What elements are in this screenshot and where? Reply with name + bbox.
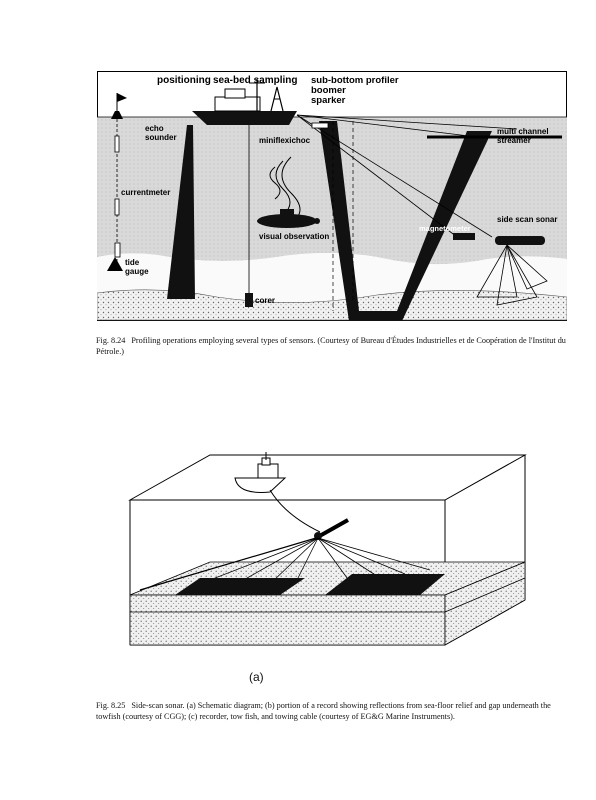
towfish bbox=[314, 520, 348, 540]
label-miniflexichoc: miniflexichoc bbox=[259, 136, 311, 145]
figure-8-25-caption bbox=[96, 701, 556, 722]
label-boomer: boomer bbox=[311, 85, 346, 96]
label-sea-bed-sampling: sea-bed sampling bbox=[213, 75, 298, 86]
label-sub-bottom-profiler: sub-bottom profiler bbox=[311, 75, 399, 86]
label-tide: tide bbox=[125, 258, 140, 267]
label-magnetometer: magnetometer bbox=[419, 224, 471, 233]
figure-8-24-caption-text: Profiling operations employing several types of sensors. (Courtesy of Bureau d'Études Industrielles et de Coopération de l'Institut du Pétrole.) bbox=[96, 336, 566, 356]
label-positioning: positioning bbox=[157, 75, 211, 86]
label-corer: corer bbox=[255, 296, 276, 305]
magnetometer-fish bbox=[453, 233, 475, 240]
sea-floor-block bbox=[130, 562, 525, 645]
label-echo: echo bbox=[145, 124, 164, 133]
label-streamer: streamer bbox=[497, 136, 531, 145]
figure-8-25-caption-text: Side-scan sonar. (a) Schematic diagram; (b) portion of a record showing reflections from sea-floor relief and gap underneath the towfish (courtesy of CGG); (c) recorder, tow fish, and towing cable (courtesy of EG&G Marine Instruments). bbox=[96, 701, 551, 721]
figure-8-25-illustration bbox=[120, 450, 530, 650]
figure-8-24-illustration bbox=[97, 71, 567, 321]
figure-8-25-sublabel: (a) bbox=[249, 670, 264, 684]
figure-8-24-caption bbox=[96, 336, 568, 357]
survey-ship-2 bbox=[235, 452, 285, 492]
label-multi-channel: multi channel bbox=[497, 127, 549, 136]
label-currentmeter: currentmeter bbox=[121, 188, 171, 197]
label-side-scan-sonar: side scan sonar bbox=[497, 215, 558, 224]
figure-8-25-number: Fig. 8.25 bbox=[96, 701, 126, 710]
label-sounder: sounder bbox=[145, 133, 177, 142]
tow-cable bbox=[270, 490, 320, 532]
figure-8-24-number: Fig. 8.24 bbox=[96, 336, 126, 345]
label-sparker: sparker bbox=[311, 95, 346, 106]
label-visual-observation: visual observation bbox=[259, 232, 330, 241]
label-gauge: gauge bbox=[125, 267, 149, 276]
